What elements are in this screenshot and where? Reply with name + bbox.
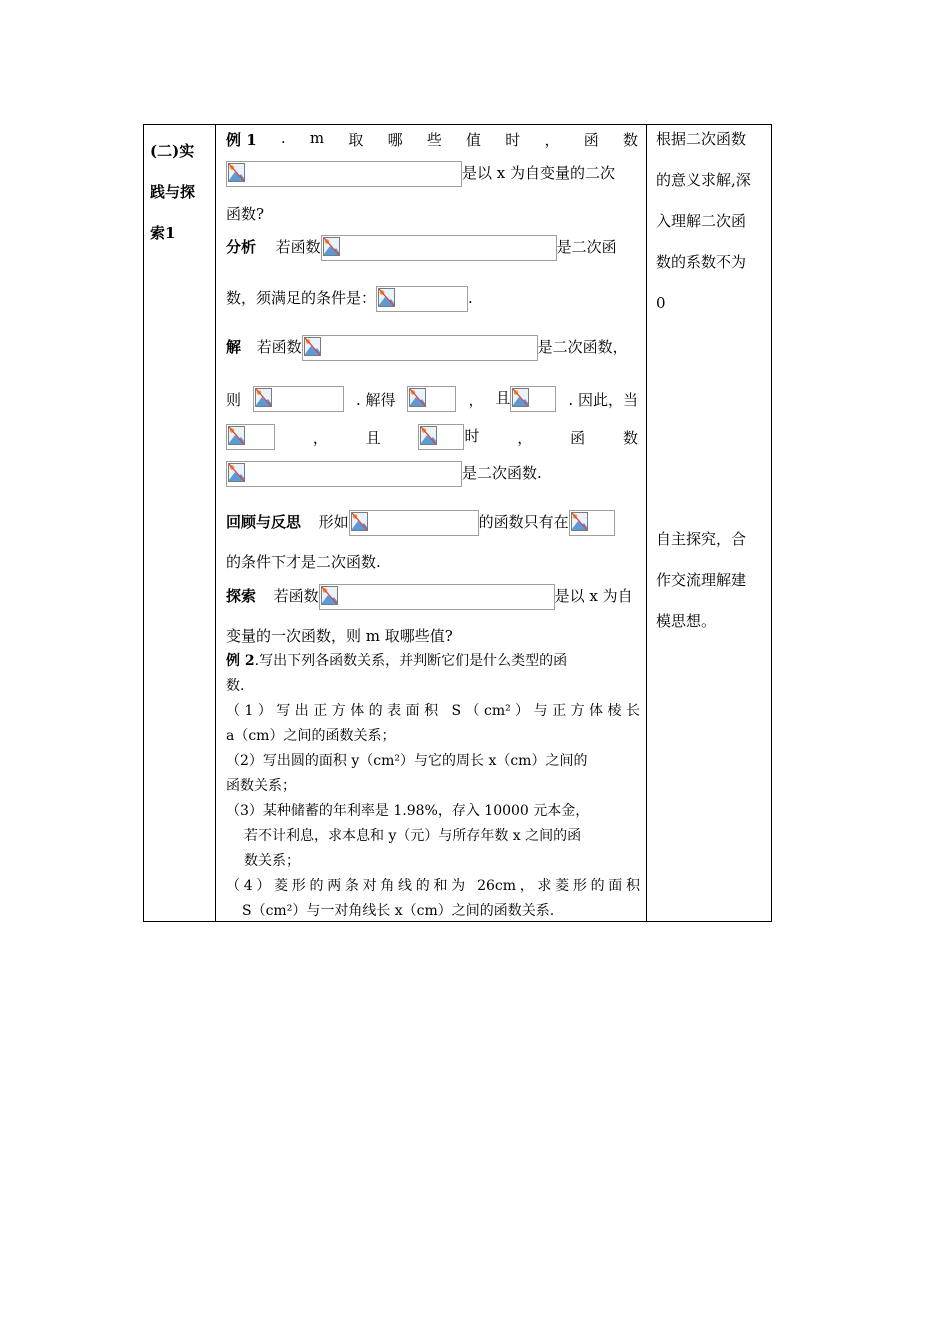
column-divider	[646, 125, 647, 921]
section-label-line: (二)实	[150, 142, 195, 160]
word: 数	[622, 131, 638, 149]
note-line: 0	[656, 294, 666, 312]
punct: ，	[517, 428, 533, 447]
solution-line3	[226, 424, 638, 450]
text: 数.	[226, 678, 245, 694]
text: . 解得	[355, 390, 396, 409]
formula-image-icon	[510, 386, 556, 412]
example2-item: S（cm²）与一对角线长 x（cm）之间的函数关系.	[242, 903, 555, 919]
text: 数	[622, 428, 638, 447]
example2-item: （4）菱形的两条对角线的和为 26cm，求菱形的面积	[226, 878, 640, 894]
text: 且	[365, 428, 381, 447]
example2-item: （3）某种储蓄的年利率是 1.98%，存入 10000 元本金，	[226, 803, 590, 819]
example2-item: 数关系；	[244, 853, 300, 869]
word: ，	[544, 131, 560, 149]
formula-image-icon	[349, 510, 479, 536]
note-line: 作交流理解建	[656, 571, 747, 589]
text: 是以 x 为自变量的二次	[462, 164, 615, 182]
example2-item: （1）写出正方体的表面积 S（cm²）与正方体棱长	[226, 703, 640, 719]
example2-label: 例 2	[226, 653, 255, 669]
note-line: 根据二次函数	[656, 130, 747, 148]
example1-line2	[226, 161, 615, 187]
formula-image-icon	[418, 424, 464, 450]
solution-line4	[226, 461, 542, 487]
explore-line2	[226, 625, 453, 646]
text: 数，须满足的条件是：	[226, 289, 377, 307]
text: 是二次函数.	[462, 464, 542, 482]
explore-line1	[226, 584, 633, 610]
section-label	[150, 131, 212, 254]
explore-label: 探索	[226, 587, 257, 605]
text: 若函数	[275, 238, 321, 256]
punct: ，	[468, 390, 484, 409]
example2-block	[226, 649, 640, 924]
word: 函	[583, 131, 599, 149]
text: 变量的一次函数，则 m 取哪些值?	[226, 627, 453, 645]
text: 则	[226, 390, 242, 409]
analysis-line2	[226, 286, 473, 312]
punct: ，	[312, 428, 328, 447]
notes-bottom	[656, 519, 746, 642]
notes-column	[656, 125, 764, 630]
analysis-line1	[226, 235, 617, 261]
section-label-line: 索1	[150, 224, 176, 242]
text: 形如	[318, 513, 349, 531]
text: 时	[464, 427, 480, 445]
word: 哪	[387, 131, 403, 149]
example1-title-line	[226, 129, 638, 150]
solution-label: 解	[226, 338, 242, 356]
note-line: 入理解二次函	[656, 212, 747, 230]
example2-item: 若不计利息，求本息和 y（元）与所存年数 x 之间的函	[244, 828, 582, 844]
text: 且	[495, 389, 511, 407]
formula-image-icon	[226, 424, 275, 450]
text: 函	[570, 428, 586, 447]
note-line: 模思想。	[656, 612, 717, 630]
text: .写出下列各函数关系，并判断它们是什么类型的函	[254, 653, 568, 669]
text: . 因此，当	[568, 390, 638, 409]
formula-image-icon	[407, 386, 456, 412]
word: 时	[505, 131, 521, 149]
text: 若函数	[256, 338, 302, 356]
review-label: 回顾与反思	[226, 513, 302, 531]
example2-item: （2）写出圆的面积 y（cm²）与它的周长 x（cm）之间的	[226, 753, 588, 769]
example2-item: a（cm）之间的函数关系；	[226, 728, 396, 744]
note-line: 的意义求解,深	[656, 171, 751, 189]
formula-image-icon	[226, 161, 462, 187]
note-line: 自主探究，合	[656, 530, 747, 548]
analysis-label: 分析	[226, 238, 257, 256]
formula-image-icon	[376, 286, 468, 312]
word: m	[309, 129, 325, 147]
formula-image-icon	[569, 510, 615, 536]
formula-image-icon	[302, 335, 538, 361]
solution-line2	[226, 386, 638, 412]
text: 函数?	[226, 205, 265, 223]
formula-image-icon	[226, 461, 462, 487]
review-line2	[226, 551, 381, 572]
text: 是以 x 为自	[554, 587, 633, 605]
text: 是二次函数，	[537, 338, 628, 356]
example2-item: 函数关系；	[226, 778, 296, 794]
word: 取	[348, 131, 364, 149]
example1-line3	[226, 203, 264, 224]
note-line: 数的系数不为	[656, 253, 747, 271]
formula-image-icon	[253, 386, 344, 412]
punct: .	[468, 289, 473, 307]
word: 些	[426, 131, 442, 149]
text: 若函数	[273, 587, 319, 605]
example1-title: 例 1	[226, 131, 257, 149]
notes-top	[656, 119, 764, 324]
section-label-line: 践与探	[150, 183, 196, 201]
text: 的条件下才是二次函数.	[226, 553, 381, 571]
column-divider	[215, 125, 216, 921]
word: 值	[466, 131, 482, 149]
solution-line1	[226, 335, 628, 361]
review-line1	[226, 510, 615, 536]
formula-image-icon	[321, 235, 557, 261]
punct: .	[280, 129, 286, 147]
formula-image-icon	[319, 584, 555, 610]
lesson-table	[143, 124, 772, 922]
text: 的函数只有在	[478, 513, 569, 531]
text: 是二次函	[556, 238, 617, 256]
